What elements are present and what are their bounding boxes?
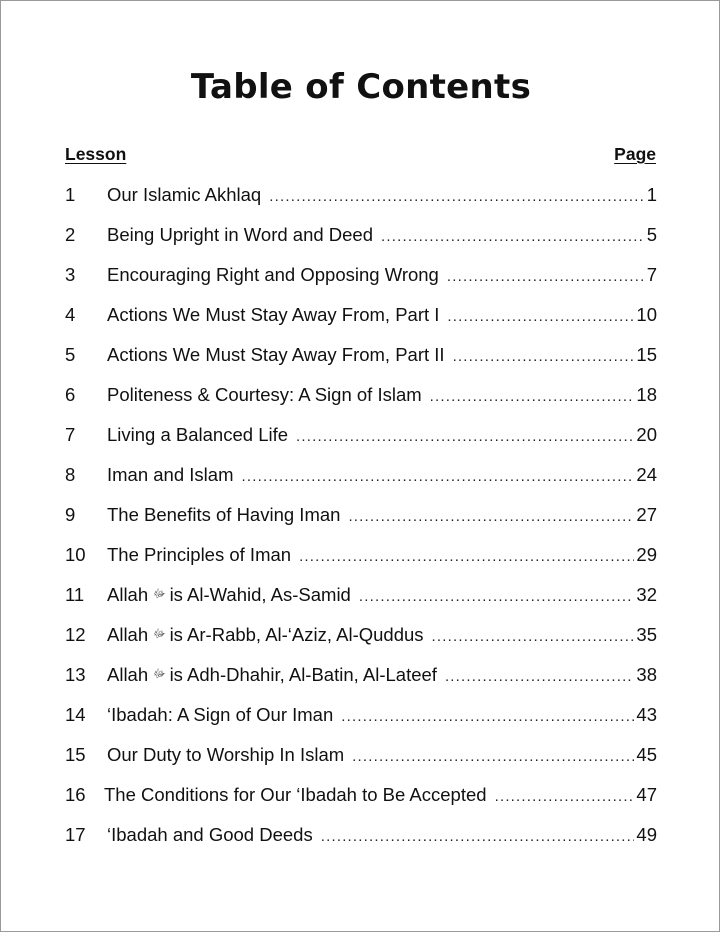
toc-row[interactable]: [65, 655, 657, 695]
lesson-title: Politeness & Courtesy: A Sign of Islam: [107, 384, 422, 405]
lesson-title: The Principles of Iman: [107, 544, 292, 565]
dot-leader: [296, 417, 634, 457]
dot-leader: [299, 537, 634, 577]
toc-row[interactable]: [65, 615, 657, 655]
lesson-number: 15: [65, 744, 86, 765]
dot-leader: [348, 497, 634, 537]
toc-row[interactable]: [65, 815, 657, 855]
lesson-page-number: 5: [646, 224, 657, 245]
toc-row[interactable]: [65, 295, 657, 335]
toc-row[interactable]: [65, 495, 657, 535]
dot-leader: [341, 697, 634, 737]
lesson-title: Allah ﷻ is Ar-Rabb, Al-‘Aziz, Al-Quddus: [107, 624, 424, 645]
arabic-honorific-icon: ﷻ: [153, 587, 166, 600]
lesson-page-number: 45: [636, 744, 657, 765]
lesson-title: The Benefits of Having Iman: [107, 504, 341, 525]
dot-leader: [269, 177, 644, 217]
lesson-number: 7: [65, 424, 76, 445]
lesson-page-number: 20: [636, 424, 657, 445]
lesson-title: Actions We Must Stay Away From, Part II: [107, 344, 445, 365]
lesson-page-number: 18: [636, 384, 657, 405]
lesson-number: 1: [65, 184, 76, 205]
dot-leader: [430, 377, 635, 417]
lesson-page-number: 27: [636, 504, 657, 525]
lesson-column-header: Lesson: [65, 144, 127, 164]
lesson-title: Allah ﷻ is Adh-Dhahir, Al-Batin, Al-Lateef: [107, 664, 437, 685]
lesson-title: Allah ﷻ is Al-Wahid, As-Samid: [107, 584, 351, 605]
toc-row[interactable]: [65, 335, 657, 375]
lesson-page-number: 10: [636, 304, 657, 325]
lesson-number: 11: [65, 584, 85, 605]
lesson-page-number: 35: [636, 624, 657, 645]
toc-row[interactable]: [65, 535, 657, 575]
lesson-title: ‘Ibadah: A Sign of Our Iman: [107, 704, 334, 725]
lesson-title: Living a Balanced Life: [107, 424, 289, 445]
lesson-page-number: 47: [636, 784, 657, 805]
toc-row[interactable]: [65, 175, 657, 215]
lesson-page-number: 38: [636, 664, 657, 685]
lesson-page-number: 15: [636, 344, 657, 365]
lesson-title: Our Duty to Worship In Islam: [107, 744, 345, 765]
lesson-page-number: 49: [636, 824, 657, 845]
lesson-number: 14: [65, 704, 86, 725]
toc-row[interactable]: [65, 695, 657, 735]
lesson-page-number: 32: [636, 584, 657, 605]
arabic-honorific-icon: ﷻ: [153, 627, 166, 640]
dot-leader: [321, 817, 635, 857]
toc-row[interactable]: [65, 415, 657, 455]
lesson-title: The Conditions for Our ‘Ibadah to Be Accepted: [104, 784, 487, 805]
lesson-number: 4: [65, 304, 76, 325]
dot-leader: [359, 577, 635, 617]
dot-leader: [432, 617, 635, 657]
lesson-number: 6: [65, 384, 76, 405]
lesson-number: 10: [65, 544, 86, 565]
dot-leader: [445, 657, 634, 697]
toc-row[interactable]: [65, 375, 657, 415]
toc-list: [65, 175, 657, 855]
lesson-number: 9: [65, 504, 76, 525]
page-column-header: Page: [614, 144, 656, 164]
toc-row[interactable]: [65, 775, 657, 815]
toc-row[interactable]: [65, 735, 657, 775]
page-title: Table of Contents: [190, 67, 532, 107]
lesson-page-number: 24: [636, 464, 657, 485]
lesson-number: 12: [65, 624, 86, 645]
lesson-title: Our Islamic Akhlaq: [107, 184, 262, 205]
lesson-number: 16: [65, 784, 86, 805]
lesson-number: 17: [65, 824, 86, 845]
lesson-number: 5: [65, 344, 76, 365]
dot-leader: [447, 297, 634, 337]
lesson-page-number: 29: [636, 544, 657, 565]
lesson-page-number: 1: [646, 184, 657, 205]
lesson-title: ‘Ibadah and Good Deeds: [107, 824, 313, 845]
lesson-number: 8: [65, 464, 76, 485]
lesson-number: 13: [65, 664, 86, 685]
dot-leader: [447, 257, 645, 297]
lesson-number: 3: [65, 264, 76, 285]
lesson-title: Being Upright in Word and Deed: [107, 224, 374, 245]
lesson-title: Actions We Must Stay Away From, Part I: [107, 304, 440, 325]
dot-leader: [381, 217, 645, 257]
dot-leader: [352, 737, 634, 777]
dot-leader: [453, 337, 635, 377]
toc-row[interactable]: [65, 455, 657, 495]
dot-leader: [241, 457, 634, 497]
toc-row[interactable]: [65, 215, 657, 255]
toc-row[interactable]: [65, 575, 657, 615]
lesson-page-number: 43: [636, 704, 657, 725]
dot-leader: [495, 777, 635, 817]
lesson-number: 2: [65, 224, 76, 245]
arabic-honorific-icon: ﷻ: [153, 667, 166, 680]
toc-row[interactable]: [65, 255, 657, 295]
lesson-title: Iman and Islam: [107, 464, 234, 485]
lesson-title: Encouraging Right and Opposing Wrong: [107, 264, 439, 285]
lesson-page-number: 7: [646, 264, 657, 285]
